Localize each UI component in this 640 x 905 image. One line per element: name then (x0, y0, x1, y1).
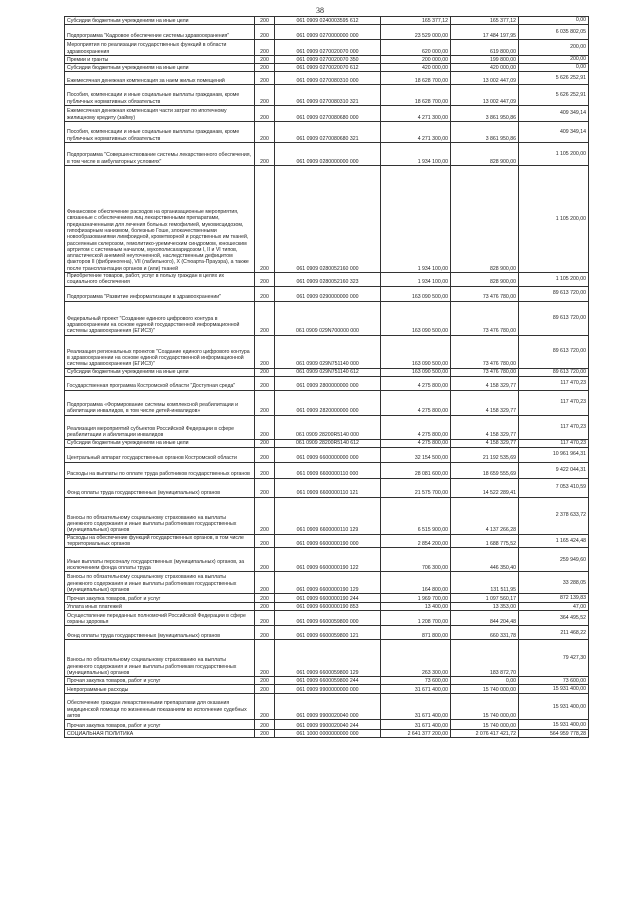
row-line-code: 200 (255, 376, 275, 390)
row-executed-amount: 4 137 266,28 (451, 497, 519, 534)
row-executed-amount: 18 659 555,69 (451, 462, 519, 478)
row-classification-code: 061 0909 6600059800 000 (275, 611, 381, 626)
row-name: СОЦИАЛЬНАЯ ПОЛИТИКА (65, 730, 255, 738)
row-line-code: 200 (255, 594, 275, 603)
table-row (65, 335, 589, 368)
row-executed-amount: 15 740 000,00 (451, 685, 519, 694)
row-name: Федеральный проект "Создание единого цифрового контура в здравоохранении на основе единой государственной информационной системы здравоохранения (ЕГИСЗ)" (65, 301, 255, 335)
table-row (65, 497, 589, 534)
row-line-code: 200 (255, 286, 275, 301)
row-name: Мероприятия по реализации государственных функций в области здравоохранения (65, 40, 255, 56)
row-unexecuted-amount: 0,00 (519, 17, 589, 25)
row-name: Непрограммные расходы (65, 685, 255, 694)
row-classification-code: 061 0909 0270080310 000 (275, 72, 381, 85)
row-executed-amount: 73 476 780,00 (451, 368, 519, 376)
row-classification-code: 061 0909 0270020070 612 (275, 64, 381, 72)
row-approved-amount: 4 271 300,00 (381, 122, 451, 143)
row-line-code: 200 (255, 368, 275, 376)
table-row (65, 273, 589, 287)
row-classification-code: 061 0909 2820000000 000 (275, 390, 381, 415)
row-name: Ежемесячная денежная компенсация части затрат по ипотечному жилищному кредиту (займу) (65, 106, 255, 122)
row-executed-amount: 21 192 535,69 (451, 447, 519, 462)
row-classification-code: 061 0909 029N751140 612 (275, 368, 381, 376)
row-executed-amount: 1 688 775,52 (451, 534, 519, 548)
row-executed-amount: 4 158 329,77 (451, 376, 519, 390)
row-unexecuted-amount: 5 626 252,91 (519, 72, 589, 85)
row-executed-amount: 183 872,70 (451, 640, 519, 677)
table-row (65, 694, 589, 720)
row-line-code: 200 (255, 694, 275, 720)
row-name: Пособия, компенсации и иные социальные выплаты гражданам, кроме публичных нормативных обязательств (65, 122, 255, 143)
row-name: Финансовое обеспечение расходов на организационные мероприятия, связанные с обеспечением лиц лекарственными препаратами, предназначенными для лечения больных гемофилией, муковисцидозом, гипофизарным нанизмом, болезнью Гоше, злокачественными новообразованиями лимфоидной, кроветворной и родственных им тканей, рассеянным склерозом, гемолитико-уремическим синдромом, юношеским артритом с системным началом, мукополисахаридозом I, II и VI типов, апластической анемией неуточненной, наследственным дефицитом факторов II (фибриногена), VII (лабильного), X (Стюарта-Прауэра), а также после трансплантации органов и (или) тканей (65, 166, 255, 273)
row-name: Взносы по обязательному социальному страхованию на выплаты денежного содержания и иные выплаты работникам государственных (муниципальных) органов (65, 497, 255, 534)
row-executed-amount: 4 158 329,77 (451, 390, 519, 415)
row-line-code: 200 (255, 548, 275, 572)
row-executed-amount: 828 900,00 (451, 143, 519, 166)
row-executed-amount: 0,00 (451, 677, 519, 685)
row-unexecuted-amount: 7 053 410,59 (519, 478, 589, 497)
row-approved-amount: 263 300,00 (381, 640, 451, 677)
row-executed-amount: 3 861 950,86 (451, 106, 519, 122)
row-unexecuted-amount: 1 105 200,00 (519, 273, 589, 287)
row-approved-amount: 13 400,00 (381, 603, 451, 611)
row-line-code: 200 (255, 462, 275, 478)
row-approved-amount: 18 628 700,00 (381, 72, 451, 85)
row-unexecuted-amount: 117 470,23 (519, 439, 589, 447)
row-name: Иные выплаты персоналу государственных (муниципальных) органов, за исключением фонда оплаты труда (65, 548, 255, 572)
row-executed-amount: 844 204,48 (451, 611, 519, 626)
row-classification-code: 061 0909 2800000000 000 (275, 376, 381, 390)
row-unexecuted-amount: 564 959 778,28 (519, 730, 589, 738)
table-row (65, 730, 589, 738)
row-executed-amount: 13 002 447,09 (451, 85, 519, 106)
row-unexecuted-amount: 15 931 400,00 (519, 694, 589, 720)
row-unexecuted-amount: 10 961 964,31 (519, 447, 589, 462)
row-line-code: 200 (255, 40, 275, 56)
row-line-code: 200 (255, 626, 275, 640)
row-name: Ежемесячная денежная компенсация за наем жилых помещений (65, 72, 255, 85)
row-line-code: 200 (255, 301, 275, 335)
row-approved-amount: 420 000,00 (381, 64, 451, 72)
table-row (65, 72, 589, 85)
table-row (65, 376, 589, 390)
row-line-code: 200 (255, 478, 275, 497)
row-classification-code: 061 0909 0270000000 000 (275, 25, 381, 40)
row-executed-amount: 15 740 000,00 (451, 720, 519, 730)
row-name: Подпрограмма "Кадровое обеспечение системы здравоохранения" (65, 25, 255, 40)
row-name: Фонд оплаты труда государственных (муниципальных) органов (65, 626, 255, 640)
row-name: Субсидии бюджетным учреждениям на иные цели (65, 64, 255, 72)
row-name: Субсидии бюджетным учреждениям на иные цели (65, 368, 255, 376)
table-row (65, 720, 589, 730)
row-line-code: 200 (255, 106, 275, 122)
row-line-code: 200 (255, 166, 275, 273)
row-approved-amount: 4 271 300,00 (381, 106, 451, 122)
row-approved-amount: 21 575 700,00 (381, 478, 451, 497)
row-name: Уплата иных платежей (65, 603, 255, 611)
row-unexecuted-amount: 0,00 (519, 64, 589, 72)
table-row (65, 390, 589, 415)
row-line-code: 200 (255, 56, 275, 64)
table-row (65, 40, 589, 56)
table-row (65, 56, 589, 64)
row-unexecuted-amount: 117 470,23 (519, 415, 589, 439)
row-approved-amount: 163 090 500,00 (381, 301, 451, 335)
row-classification-code: 061 0909 029N700000 000 (275, 301, 381, 335)
row-unexecuted-amount: 6 035 802,05 (519, 25, 589, 40)
row-line-code: 200 (255, 603, 275, 611)
row-line-code: 200 (255, 640, 275, 677)
row-approved-amount: 6 515 900,00 (381, 497, 451, 534)
table-row (65, 166, 589, 273)
row-classification-code: 061 0909 0270020070 350 (275, 56, 381, 64)
row-approved-amount: 163 090 500,00 (381, 335, 451, 368)
row-approved-amount: 163 090 500,00 (381, 368, 451, 376)
row-line-code: 200 (255, 64, 275, 72)
row-line-code: 200 (255, 390, 275, 415)
row-line-code: 200 (255, 25, 275, 40)
row-name: Подпрограмма "Развитие информатизации в здравоохранении" (65, 286, 255, 301)
table-row (65, 415, 589, 439)
row-classification-code: 061 0909 9900020040 244 (275, 720, 381, 730)
row-name: Прочая закупка товаров, работ и услуг (65, 720, 255, 730)
row-executed-amount: 828 900,00 (451, 166, 519, 273)
row-unexecuted-amount: 15 931 400,00 (519, 720, 589, 730)
row-unexecuted-amount: 409 349,14 (519, 122, 589, 143)
row-approved-amount: 4 275 800,00 (381, 439, 451, 447)
row-name: Обеспечение граждан лекарственными препаратами для оказания медицинской помощи по жизненным показаниям во исполнение судебных актов (65, 694, 255, 720)
row-unexecuted-amount: 211 468,22 (519, 626, 589, 640)
row-executed-amount: 660 331,78 (451, 626, 519, 640)
table-row (65, 548, 589, 572)
row-classification-code: 061 0909 6600000110 000 (275, 462, 381, 478)
row-line-code: 200 (255, 335, 275, 368)
row-line-code: 200 (255, 439, 275, 447)
row-classification-code: 061 0909 28200R5140 612 (275, 439, 381, 447)
row-unexecuted-amount: 79 427,30 (519, 640, 589, 677)
row-classification-code: 061 0909 0280052160 000 (275, 166, 381, 273)
row-executed-amount: 13 353,00 (451, 603, 519, 611)
row-approved-amount: 28 081 600,00 (381, 462, 451, 478)
row-name: Взносы по обязательному социальному страхованию на выплаты денежного содержания и иные выплаты работникам государственных (муниципальных) органов (65, 572, 255, 594)
row-unexecuted-amount: 1 105 200,00 (519, 166, 589, 273)
row-executed-amount: 131 511,95 (451, 572, 519, 594)
table-row (65, 626, 589, 640)
row-executed-amount: 199 800,00 (451, 56, 519, 64)
row-classification-code: 061 0909 6600000190 000 (275, 534, 381, 548)
row-unexecuted-amount: 1 105 200,00 (519, 143, 589, 166)
row-classification-code: 061 0909 6600000190 244 (275, 594, 381, 603)
row-unexecuted-amount: 5 626 252,91 (519, 85, 589, 106)
row-classification-code: 061 0909 0270020070 000 (275, 40, 381, 56)
page-number: 38 (316, 6, 324, 15)
row-classification-code: 061 0909 6600000110 121 (275, 478, 381, 497)
row-approved-amount: 706 300,00 (381, 548, 451, 572)
row-unexecuted-amount: 409 349,14 (519, 106, 589, 122)
row-line-code: 200 (255, 685, 275, 694)
row-approved-amount: 163 090 500,00 (381, 286, 451, 301)
row-classification-code: 061 0909 6600000110 129 (275, 497, 381, 534)
table-row (65, 368, 589, 376)
table-row (65, 478, 589, 497)
row-line-code: 200 (255, 572, 275, 594)
table-row (65, 640, 589, 677)
row-approved-amount: 871 800,00 (381, 626, 451, 640)
row-line-code: 200 (255, 677, 275, 685)
row-classification-code: 061 0909 0280000000 000 (275, 143, 381, 166)
row-executed-amount: 619 800,00 (451, 40, 519, 56)
row-classification-code: 061 0909 9900000000 000 (275, 685, 381, 694)
row-unexecuted-amount: 117 470,23 (519, 376, 589, 390)
row-name: Подпрограмма «Формирование системы комплексной реабилитации и абилитации инвалидов, в том числе детей-инвалидов» (65, 390, 255, 415)
row-classification-code: 061 0909 6600059800 121 (275, 626, 381, 640)
row-approved-amount: 4 275 800,00 (381, 376, 451, 390)
row-approved-amount: 1 208 700,00 (381, 611, 451, 626)
table-row (65, 122, 589, 143)
table-row (65, 677, 589, 685)
table-row (65, 439, 589, 447)
row-executed-amount: 828 900,00 (451, 273, 519, 287)
table-row (65, 572, 589, 594)
row-unexecuted-amount: 872 139,83 (519, 594, 589, 603)
row-classification-code: 061 0909 029N751140 000 (275, 335, 381, 368)
row-classification-code: 061 0909 6600000190 853 (275, 603, 381, 611)
row-approved-amount: 18 628 700,00 (381, 85, 451, 106)
table-row (65, 25, 589, 40)
row-name: Субсидии бюджетным учреждениям на иные цели (65, 439, 255, 447)
budget-execution-table (64, 16, 589, 738)
row-executed-amount: 73 476 780,00 (451, 301, 519, 335)
row-executed-amount: 4 158 329,77 (451, 439, 519, 447)
row-executed-amount: 446 350,40 (451, 548, 519, 572)
table-row (65, 611, 589, 626)
row-approved-amount: 620 000,00 (381, 40, 451, 56)
row-classification-code: 061 0909 6600000190 129 (275, 572, 381, 594)
row-executed-amount: 73 476 780,00 (451, 286, 519, 301)
row-unexecuted-amount: 200,00 (519, 40, 589, 56)
row-classification-code: 061 0909 0270080310 321 (275, 85, 381, 106)
table-row (65, 685, 589, 694)
table-row (65, 85, 589, 106)
row-unexecuted-amount: 89 613 720,00 (519, 301, 589, 335)
row-line-code: 200 (255, 17, 275, 25)
row-line-code: 200 (255, 415, 275, 439)
row-executed-amount: 420 000,00 (451, 64, 519, 72)
row-name: Реализация региональных проектов "Создание единого цифрового контура в здравоохранении на основе единой государственной информационной системы здравоохранения (ЕГИСЗ)" (65, 335, 255, 368)
row-unexecuted-amount: 200,00 (519, 56, 589, 64)
row-line-code: 200 (255, 447, 275, 462)
row-classification-code: 061 0909 0240003595 612 (275, 17, 381, 25)
row-executed-amount: 3 861 950,86 (451, 122, 519, 143)
row-name: Приобретение товаров, работ, услуг в пользу граждан в целях их социального обеспечения (65, 273, 255, 287)
row-approved-amount: 31 671 400,00 (381, 720, 451, 730)
table-row (65, 286, 589, 301)
row-unexecuted-amount: 89 613 720,00 (519, 335, 589, 368)
row-unexecuted-amount: 1 165 424,48 (519, 534, 589, 548)
row-line-code: 200 (255, 85, 275, 106)
row-name: Взносы по обязательному социальному страхованию на выплаты денежного содержания и иные выплаты работникам государственных (муниципальных) органов (65, 640, 255, 677)
row-name: Расходы на обеспечение функций государственных органов, в том числе территориальных органов (65, 534, 255, 548)
row-line-code: 200 (255, 534, 275, 548)
row-line-code: 200 (255, 730, 275, 738)
row-unexecuted-amount: 2 378 633,72 (519, 497, 589, 534)
row-approved-amount: 31 671 400,00 (381, 685, 451, 694)
row-approved-amount: 1 934 100,00 (381, 166, 451, 273)
row-name: Субсидии бюджетным учреждениям на иные цели (65, 17, 255, 25)
row-unexecuted-amount: 364 495,52 (519, 611, 589, 626)
row-name: Премии и гранты (65, 56, 255, 64)
row-executed-amount: 15 740 000,00 (451, 694, 519, 720)
row-approved-amount: 1 969 700,00 (381, 594, 451, 603)
row-unexecuted-amount: 73 600,00 (519, 677, 589, 685)
row-line-code: 200 (255, 720, 275, 730)
table-row (65, 106, 589, 122)
row-unexecuted-amount: 47,00 (519, 603, 589, 611)
row-name: Государственная программа Костромской области "Доступная среда" (65, 376, 255, 390)
row-unexecuted-amount: 89 613 720,00 (519, 368, 589, 376)
row-approved-amount: 31 671 400,00 (381, 694, 451, 720)
row-executed-amount: 2 076 417 421,72 (451, 730, 519, 738)
row-approved-amount: 2 854 200,00 (381, 534, 451, 548)
row-executed-amount: 13 002 447,09 (451, 72, 519, 85)
row-approved-amount: 2 641 377 200,00 (381, 730, 451, 738)
row-approved-amount: 32 154 500,00 (381, 447, 451, 462)
row-classification-code: 061 0909 0280052160 323 (275, 273, 381, 287)
row-unexecuted-amount: 89 613 720,00 (519, 286, 589, 301)
row-unexecuted-amount: 9 422 044,31 (519, 462, 589, 478)
row-approved-amount: 200 000,00 (381, 56, 451, 64)
row-name: Расходы на выплаты по оплате труда работников государственных органов (65, 462, 255, 478)
row-approved-amount: 165 377,12 (381, 17, 451, 25)
row-classification-code: 061 0909 28200R5140 000 (275, 415, 381, 439)
row-unexecuted-amount: 259 949,60 (519, 548, 589, 572)
row-classification-code: 061 0909 6600059800 129 (275, 640, 381, 677)
row-approved-amount: 73 600,00 (381, 677, 451, 685)
row-classification-code: 061 0909 6600000000 000 (275, 447, 381, 462)
row-line-code: 200 (255, 122, 275, 143)
table-row (65, 64, 589, 72)
row-name: Пособия, компенсации и иные социальные выплаты гражданам, кроме публичных нормативных обязательств (65, 85, 255, 106)
row-name: Фонд оплаты труда государственных (муниципальных) органов (65, 478, 255, 497)
row-line-code: 200 (255, 611, 275, 626)
row-unexecuted-amount: 33 288,05 (519, 572, 589, 594)
row-line-code: 200 (255, 273, 275, 287)
row-classification-code: 061 0909 0270080680 321 (275, 122, 381, 143)
row-classification-code: 061 1000 0000000000 000 (275, 730, 381, 738)
table-row (65, 143, 589, 166)
row-classification-code: 061 0909 6600059800 244 (275, 677, 381, 685)
row-name: Центральный аппарат государственных органов Костромской области (65, 447, 255, 462)
row-name: Осуществление переданных полномочий Российской Федерации в сфере охраны здоровья (65, 611, 255, 626)
row-executed-amount: 4 158 329,77 (451, 415, 519, 439)
row-classification-code: 061 0909 6600000190 122 (275, 548, 381, 572)
row-executed-amount: 1 097 560,17 (451, 594, 519, 603)
table-row (65, 603, 589, 611)
table-row (65, 462, 589, 478)
row-classification-code: 061 0909 0270080680 000 (275, 106, 381, 122)
table-row (65, 594, 589, 603)
row-approved-amount: 4 275 800,00 (381, 415, 451, 439)
row-approved-amount: 164 800,00 (381, 572, 451, 594)
row-unexecuted-amount: 15 931 400,00 (519, 685, 589, 694)
row-executed-amount: 165 377,12 (451, 17, 519, 25)
row-executed-amount: 14 522 289,41 (451, 478, 519, 497)
table-row (65, 301, 589, 335)
row-name: Реализация мероприятий субъектов Российской Федерации в сфере реабилитации и абилитации инвалидов (65, 415, 255, 439)
row-executed-amount: 73 476 780,00 (451, 335, 519, 368)
row-line-code: 200 (255, 497, 275, 534)
row-executed-amount: 17 484 197,95 (451, 25, 519, 40)
row-name: Прочая закупка товаров, работ и услуг (65, 677, 255, 685)
table-row (65, 534, 589, 548)
row-line-code: 200 (255, 72, 275, 85)
table-row (65, 447, 589, 462)
row-name: Подпрограмма "Совершенствование системы лекарственного обеспечения, в том числе в амбулаторных условиях" (65, 143, 255, 166)
row-name: Прочая закупка товаров, работ и услуг (65, 594, 255, 603)
row-unexecuted-amount: 117 470,23 (519, 390, 589, 415)
row-line-code: 200 (255, 143, 275, 166)
row-classification-code: 061 0909 9900020040 000 (275, 694, 381, 720)
row-approved-amount: 1 934 100,00 (381, 143, 451, 166)
row-classification-code: 061 0909 0290000000 000 (275, 286, 381, 301)
row-approved-amount: 4 275 800,00 (381, 390, 451, 415)
row-approved-amount: 1 934 100,00 (381, 273, 451, 287)
table-row (65, 17, 589, 25)
row-approved-amount: 23 529 000,00 (381, 25, 451, 40)
